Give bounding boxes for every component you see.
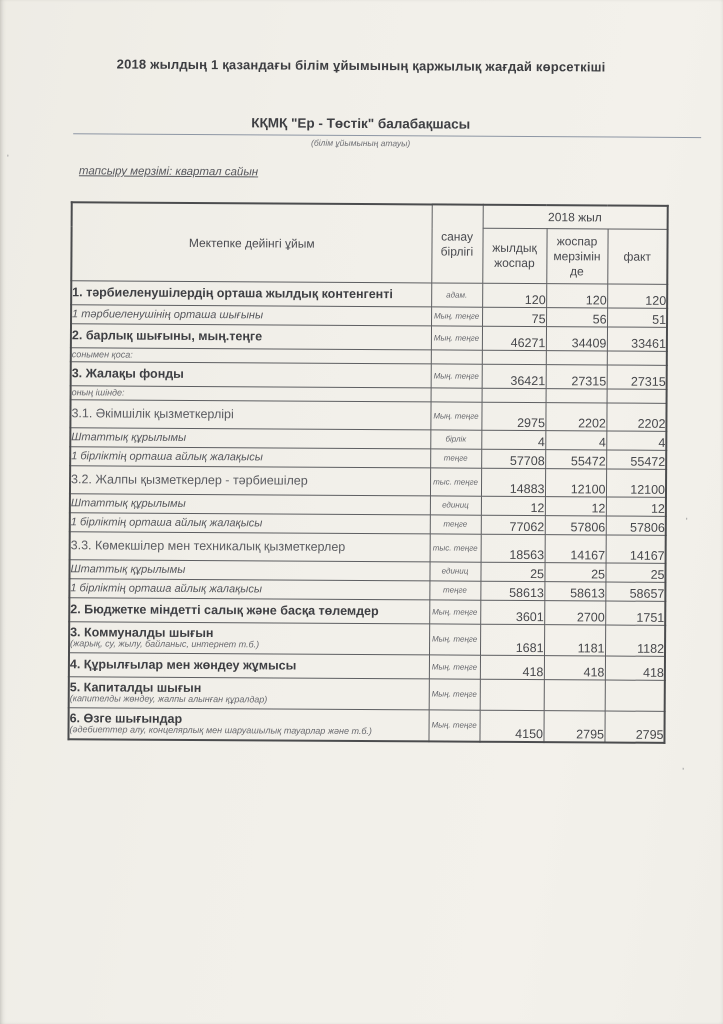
table-row	[68, 708, 664, 743]
period-note: тапсыру мерзімі: квартал сайын	[78, 165, 259, 179]
row-label: 6. Өзге шығындар	[69, 710, 183, 726]
row-unit-cell: теңге	[430, 515, 481, 534]
row-label-cell	[69, 560, 429, 581]
value-cell	[546, 351, 607, 365]
value-cell: 55472	[545, 450, 606, 469]
row-label: 2. Бюджетке міндетті салық және басқа төлемдер	[70, 602, 379, 619]
value-cell: 46271	[482, 326, 546, 350]
row-label: 1 бірліктің орташа айлық жалақысы	[71, 449, 263, 464]
org-name: КҚМҚ "Ер - Төстік" балабақшасы	[251, 115, 471, 132]
row-unit-cell: единиц	[430, 496, 481, 515]
value-cell: 18563	[481, 534, 545, 562]
value-cell: 56	[546, 308, 607, 327]
row-unit-cell: Мың. теңге	[429, 655, 480, 679]
value-cell: 2975	[481, 402, 545, 430]
scan-speck: '	[682, 765, 685, 776]
value-cell: 57806	[606, 516, 666, 535]
org-caption: (білім ұйымының атауы)	[311, 137, 411, 149]
value-cell: 2202	[545, 403, 606, 431]
header-annual-plan: жылдық жоспар	[482, 228, 546, 283]
row-label-cell	[71, 305, 431, 326]
row-unit-cell: Мың. теңге	[430, 402, 481, 430]
value-cell: 75	[482, 307, 546, 326]
value-cell: 12	[606, 497, 666, 516]
header-institution: Мектепке дейінгі ұйым	[71, 202, 431, 283]
row-unit-cell	[431, 350, 482, 364]
finance-table	[67, 201, 668, 743]
row-label: 4. Құрылғылар мен жөндеу жұмысы	[69, 657, 297, 673]
row-label: сонымен қоса:	[71, 349, 133, 360]
row-label-cell	[70, 400, 430, 430]
table-row	[71, 324, 667, 352]
value-cell: 2795	[604, 711, 664, 742]
table-row	[71, 281, 667, 309]
row-unit-cell: Мың. теңге	[431, 307, 482, 326]
table-body	[68, 281, 667, 743]
value-cell: 1181	[544, 625, 605, 656]
value-cell: 51	[607, 308, 667, 327]
row-label-cell	[71, 324, 431, 350]
row-label: Штаттық құрылымы	[70, 496, 186, 510]
value-cell: 120	[546, 284, 607, 308]
value-cell: 418	[544, 656, 605, 680]
value-cell: 14167	[545, 535, 606, 563]
row-label: 3. Жалақы фонды	[71, 366, 184, 382]
value-cell: 418	[605, 656, 665, 680]
header-plan-to-date: жоспар мерзімін де	[546, 229, 607, 284]
row-sublabel: (жарық, су, жылу, байланыс, интернет т.б.)	[70, 638, 260, 650]
value-cell: 1751	[605, 601, 665, 625]
value-cell: 58613	[480, 581, 544, 600]
row-label-cell	[70, 532, 430, 562]
value-cell: 58613	[544, 582, 605, 601]
value-cell: 4	[481, 430, 545, 449]
row-label-cell	[69, 677, 429, 710]
value-cell: 120	[607, 284, 667, 308]
value-cell: 2795	[543, 711, 604, 742]
table-row	[69, 653, 665, 681]
value-cell: 25	[605, 563, 665, 582]
value-cell: 33461	[607, 327, 667, 351]
value-cell: 4150	[479, 710, 543, 741]
value-cell: 1681	[480, 624, 544, 655]
row-label-cell	[69, 598, 429, 624]
value-cell	[605, 680, 665, 711]
value-cell: 57806	[545, 516, 606, 535]
row-label: 1 бірліктің орташа айлық жалақысы	[70, 515, 263, 530]
row-unit-cell: Мың. теңге	[429, 624, 480, 655]
value-cell	[546, 389, 607, 403]
row-label: 3.2. Жалпы қызметкерлер - тәрбиешілер	[71, 472, 308, 488]
value-cell: 14883	[481, 468, 545, 496]
table-row	[70, 400, 666, 432]
page-title: 2018 жылдың 1 қазандағы білім ұйымының қаржылық жағдай көрсеткіші	[116, 56, 606, 75]
row-label: 3.1. Әкімшілік қызметкерлірі	[71, 406, 234, 422]
row-label: 3.3. Көмекшілер мен техникалық қызметкерлер	[70, 538, 346, 555]
value-cell: 57708	[481, 449, 545, 468]
value-cell: 58657	[605, 582, 665, 601]
value-cell	[544, 680, 605, 711]
row-label: 1 тәрбиеленушінің орташа шығыны	[72, 307, 264, 322]
row-label-cell	[69, 653, 429, 679]
value-cell: 55472	[606, 450, 666, 469]
value-cell: 2700	[544, 601, 605, 625]
row-sublabel: (капителды жөндеу, жалпы алынған құралдар)	[69, 693, 268, 705]
row-label-cell	[70, 447, 430, 468]
value-cell: 77062	[481, 515, 545, 534]
value-cell: 12	[545, 497, 606, 516]
row-label-cell	[70, 494, 430, 515]
value-cell	[607, 389, 667, 403]
row-label-cell	[70, 428, 430, 449]
row-label-cell	[68, 708, 428, 741]
row-label: 1 бірліктің орташа айлық жалақысы	[70, 581, 263, 596]
row-label-cell	[70, 466, 430, 496]
value-cell	[607, 351, 667, 365]
table-row	[70, 532, 666, 564]
value-cell: 27315	[546, 365, 607, 389]
value-cell: 14167	[606, 535, 666, 563]
row-label-cell	[69, 622, 429, 655]
row-unit-cell: адам.	[431, 283, 482, 307]
value-cell: 4	[606, 431, 666, 450]
row-label: 5. Капиталды шығын	[69, 680, 202, 695]
value-cell: 2202	[606, 403, 666, 431]
row-unit-cell: теңге	[429, 581, 480, 600]
row-unit-cell: теңге	[430, 449, 481, 468]
table-row	[71, 362, 667, 390]
value-cell: 3601	[480, 600, 544, 624]
row-label: 3. Коммуналды шығын	[70, 625, 214, 640]
value-cell: 1182	[605, 625, 665, 656]
row-unit-cell	[431, 388, 482, 402]
value-cell: 25	[544, 563, 605, 582]
row-label-cell	[69, 579, 429, 600]
value-cell	[482, 350, 546, 364]
value-cell	[480, 679, 544, 710]
row-unit-cell: Мың. теңге	[429, 600, 480, 624]
value-cell: 12100	[606, 469, 666, 497]
table-header	[71, 202, 667, 284]
row-unit-cell: единиц	[429, 562, 480, 581]
row-unit-cell: тыс. теңге	[430, 468, 481, 496]
value-cell: 34409	[546, 327, 607, 351]
row-label-cell	[71, 362, 431, 388]
row-unit-cell: Мың. теңге	[428, 710, 479, 741]
scan-speck: ‛	[685, 515, 688, 527]
value-cell: 12	[481, 496, 545, 515]
row-label: Штаттық құрылымы	[70, 562, 186, 576]
header-fact: факт	[607, 229, 667, 284]
table-row	[69, 598, 665, 626]
row-label-cell	[70, 513, 430, 534]
row-unit-cell: бірлік	[430, 430, 481, 449]
header-unit: санау бірлігі	[431, 204, 482, 283]
row-label: 1. тәрбиеленушілердің орташа жылдық контенгенті	[72, 285, 393, 302]
table-row	[69, 622, 665, 657]
row-unit-cell: тыс. теңге	[430, 534, 481, 562]
table-row	[69, 677, 665, 712]
value-cell: 12100	[545, 469, 606, 497]
scan-speck: '	[6, 152, 9, 163]
row-label: оның ішінде:	[71, 387, 125, 398]
value-cell	[482, 388, 546, 402]
value-cell: 25	[480, 562, 544, 581]
row-label: 2. барлық шығыны, мың.теңге	[71, 328, 263, 344]
value-cell: 27315	[607, 365, 667, 389]
row-label-cell	[71, 281, 431, 307]
value-cell: 418	[480, 655, 544, 679]
row-label: Штаттық құрылымы	[71, 430, 187, 444]
header-year-group: 2018 жыл	[483, 205, 668, 230]
row-sublabel: (әдебиеттер алу, концелярлық мен шаруашылық тауарлар және т.б.)	[69, 724, 372, 737]
row-unit-cell: Мың. теңге	[431, 364, 482, 388]
value-cell: 36421	[482, 364, 546, 388]
value-cell: 4	[545, 431, 606, 450]
table-row	[70, 466, 666, 498]
row-unit-cell: Мың. теңге	[429, 679, 480, 710]
row-unit-cell: Мың. теңге	[431, 326, 482, 350]
value-cell: 120	[482, 283, 546, 307]
